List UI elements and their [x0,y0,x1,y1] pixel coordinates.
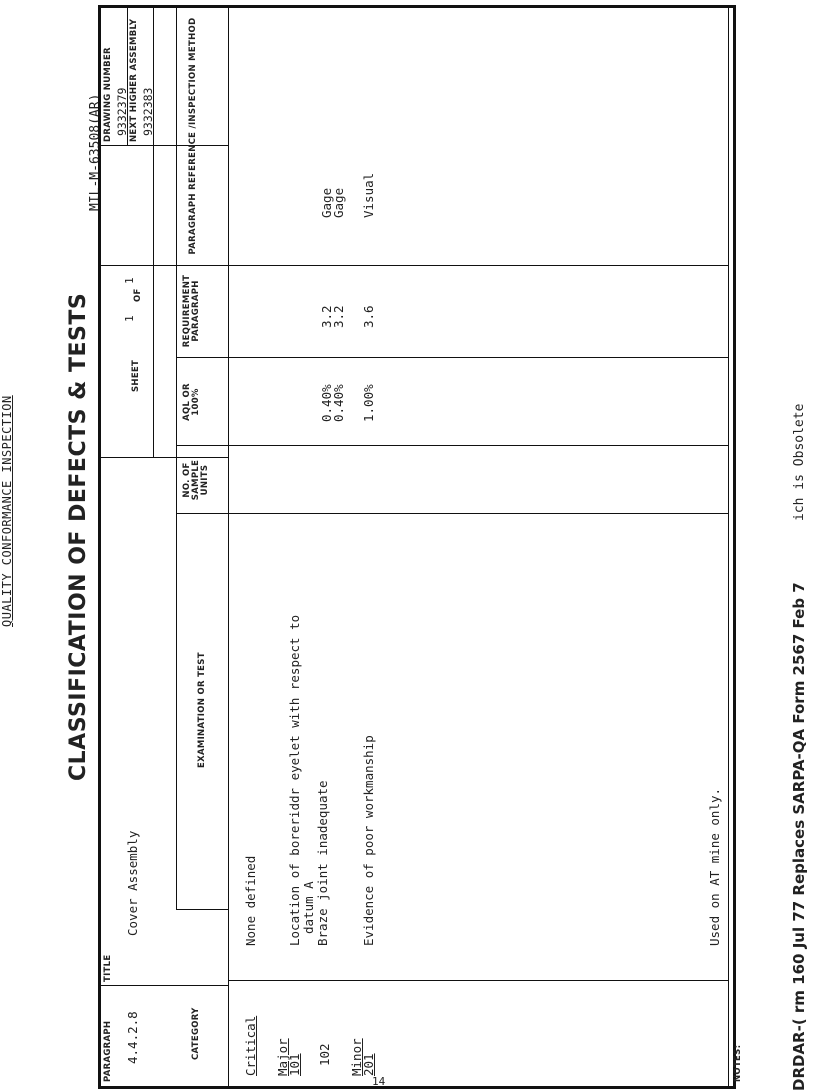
aql-101: 0.40% [319,384,334,422]
form-title: CLASSIFICATION OF DEFECTS & TESTS [66,292,91,781]
minor-label: Minor [349,1038,364,1076]
rule-cat-exam [176,909,228,910]
code-102: 102 [317,1043,332,1066]
rule-header-bottom [228,8,229,1086]
col-category: CATEGORY [191,1007,201,1060]
method-201: Visual [361,172,376,218]
rule-sheet-top [153,8,154,458]
major-label: Major [275,1038,290,1076]
text-201: Evidence of poor workmanship [361,735,376,946]
rule-exam-sample [176,513,728,514]
notes-text: Used on AT mine only. [707,787,722,946]
text-101: Location of boreriddr eyelet with respect to [287,614,302,946]
req-201: 3.6 [361,305,376,328]
req-102: 3.2 [331,305,346,328]
col-aql: AQL OR 100% [182,383,201,421]
col-sample-units: NO. OF SAMPLE UNITS [182,459,210,501]
section-heading: QUALITY CONFORMANCE INSPECTION [0,395,14,627]
aql-102: 0.40% [331,384,346,422]
req-101: 3.2 [319,305,334,328]
rule-colhead-top [176,8,177,910]
rule-cat-body [228,980,728,981]
drawing-number-value: 9332379 [115,87,129,136]
rule-drawing [101,145,228,146]
rule-req-ref [101,265,728,266]
spec-number: MIL-M-63508(AR) [88,93,103,211]
paragraph-value: 4.4.2.8 [125,1011,140,1064]
text-102: Braze joint inadequate [315,780,330,946]
method-101: Gage [319,187,334,218]
rule-sample-aql [176,445,728,446]
col-requirement: REQUIREMENT PARAGRAPH [182,274,201,348]
sheet-of: OF [133,288,143,302]
rule-notes-top [728,8,729,1086]
method-102: Gage [331,187,346,218]
notes-label: NOTES: [733,1044,743,1082]
aql-201: 1.00% [361,384,376,422]
sheet-label: SHEET [131,359,141,392]
form-table [98,5,743,1089]
sheet-total: 1 [123,277,136,284]
col-reference: PARAGRAPH REFERENCE /INSPECTION METHOD [188,17,198,255]
rule-aql-req [176,357,728,358]
col-examination: EXAMINATION OR TEST [197,652,207,768]
title-label: TITLE [103,954,113,982]
code-201: 201 [361,1053,376,1076]
sheet-number: 1 [123,315,136,322]
drawing-number-label: DRAWING NUMBER [103,47,113,142]
rule-para-title [101,985,228,986]
critical-label: Critical [243,1015,258,1076]
code-101: 101 [287,1053,302,1076]
title-value: Cover Assembly [125,830,140,936]
next-higher-value: 9332383 [141,87,155,136]
form-footer: DRDAR-( rm 160 Jul 77 Replaces SARPA-QA Form 2567 Feb 7 [790,582,808,1091]
text-101-line2: datum A [301,881,316,934]
next-higher-label: NEXT HIGHER ASSEMBLY [129,18,139,142]
critical-text: None defined [243,855,258,946]
footer-obsolete: ich is Obsolete [792,403,807,521]
page-number: 14 [372,1075,386,1088]
paragraph-label: PARAGRAPH [103,1020,113,1082]
